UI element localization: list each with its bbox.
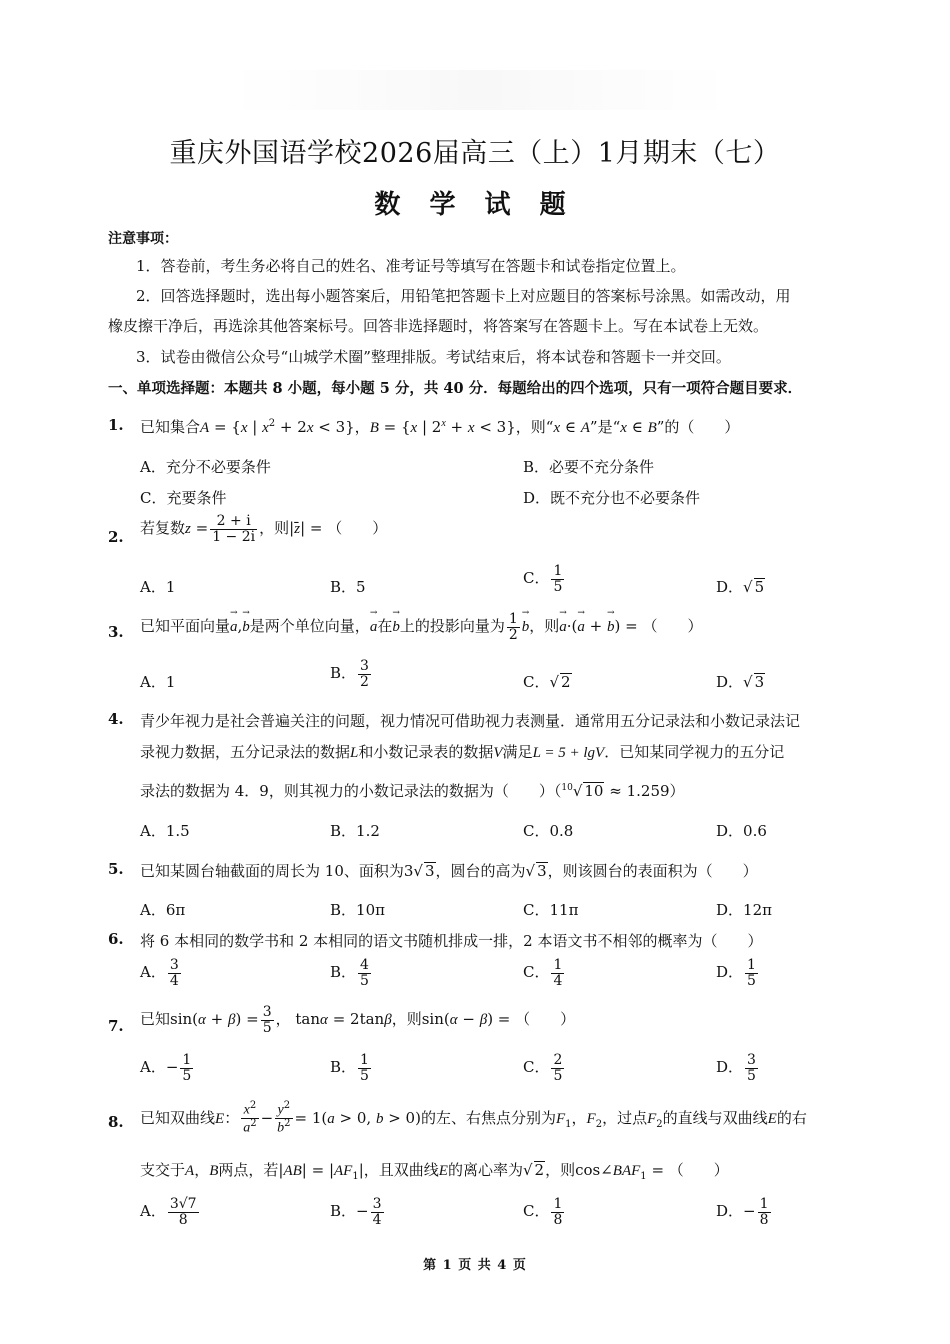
notice-item-3: 3．试卷由微信公众号“山城学术圈”整理排版。考试结束后，将本试卷和答题卡一并交回。 (136, 348, 731, 366)
q3-stem: 已知平面向量→ a,→ b是两个单位向量，→ a在→ b上的投影向量为 $\frac{1}{2}$ → b，则→ a·(→ a + → b) = （ ） (140, 612, 703, 642)
q1-number: 1. (108, 416, 124, 434)
q3-option-c: C．√ 2 (523, 673, 571, 691)
q6-option-a: A． $\frac{3}{4}$ (140, 957, 179, 989)
q8-line-2: 支交于A，B两点，若$|AB| = |AF_1|$，且双曲线E的离心率为√ 2，则$\cos\angle BAF_1$ = （ ） (140, 1161, 729, 1182)
q6-option-c: C． $\frac{1}{4}$ (523, 957, 563, 989)
q5-number: 5. (108, 860, 124, 878)
q8-option-b: B．− $\frac{3}{4}$ (330, 1196, 382, 1228)
notice-item-1: 1．答卷前，考生务必将自己的姓名、准考证号等填写在答题卡和试卷指定位置上。 (136, 257, 686, 275)
q7-number: 7. (108, 1017, 124, 1035)
q5-option-c: C．11π (523, 901, 579, 919)
q7-stem: 已知sin(α + β) = $\frac{3}{5}$ ， tanα = 2tanβ，则sin(α − β) = （ ） (140, 1004, 576, 1036)
q1-option-c: C．充要条件 (140, 489, 227, 507)
exam-subtitle: 数 学 试 题 (374, 190, 576, 220)
q5-option-a: A．6π (140, 901, 186, 919)
q4-option-c: C．0.8 (523, 822, 574, 840)
q4-line-2: 录视力数据，五分记录法的数据L和小数记录表的数据V满足L = 5 + lgV．已知某同学视力的五分记 (140, 743, 785, 761)
q6-option-b: B． $\frac{4}{5}$ (330, 957, 369, 989)
q6-number: 6. (108, 930, 124, 948)
q8-number: 8. (108, 1113, 124, 1131)
q2-option-a: A．1 (140, 578, 176, 596)
q8-option-a: A． $\frac{3√7}{8}$ (140, 1196, 197, 1228)
page-footer: 第 1 页 共 4 页 (423, 1258, 527, 1273)
q2-option-c: C． $\frac{1}{5}$ (523, 563, 563, 595)
q5-option-d: D．12π (716, 901, 772, 919)
q3-option-b: B． $\frac{3}{2}$ (330, 658, 369, 690)
scan-smudge (230, 70, 730, 110)
q2-number: 2. (108, 528, 124, 546)
q7-option-d: D． $\frac{3}{5}$ (716, 1052, 756, 1084)
q4-line-1: 青少年视力是社会普遍关注的问题，视力情况可借助视力表测量．通常用五分记录法和小数记录法记 (140, 712, 801, 730)
q2-option-d: D．√ 5 (716, 578, 765, 596)
q5-stem: 已知某圆台轴截面的周长为 10、面积为3√ 3，圆台的高为√ 3，则该圆台的表面积为（ ） (140, 862, 758, 880)
q4-number: 4. (108, 710, 124, 728)
q7-option-b: B． $\frac{1}{5}$ (330, 1052, 369, 1084)
q1-option-d: D．既不充分也不必要条件 (523, 489, 701, 507)
q3-option-d: D．√ 3 (716, 673, 765, 691)
q8-option-d: D．− $\frac{1}{8}$ (716, 1196, 769, 1228)
q7-option-a: A．− $\frac{1}{5}$ (140, 1052, 192, 1084)
q7-option-c: C． $\frac{2}{5}$ (523, 1052, 563, 1084)
q1-option-b: B．必要不充分条件 (523, 458, 655, 476)
q1-stem: 已知集合A = {x | $x^2 + 2x < 3$}，B = {x | $2^x + x < 3$}，则“x ∈ A”是“x ∈ B”的（ ） (140, 418, 740, 436)
notice-heading: 注意事项： (108, 231, 178, 247)
q6-stem: 将 6 本相同的数学书和 2 本相同的语文书随机排成一排，2 本语文书不相邻的概率为（ ） (140, 932, 763, 950)
q8-option-c: C． $\frac{1}{8}$ (523, 1196, 563, 1228)
q2-stem: 若复数z = $\frac{2 + i}{1 - 2i}$ ，则|z̄| = （ ） (140, 513, 388, 545)
q4-option-b: B．1.2 (330, 822, 380, 840)
q3-option-a: A．1 (140, 673, 176, 691)
q4-option-d: D．0.6 (716, 822, 767, 840)
notice-item-2: 2．回答选择题时，选出每小题答案后，用铅笔把答题卡上对应题目的答案标号涂黑。如需改动，用 (136, 287, 791, 305)
q4-option-a: A．1.5 (140, 822, 190, 840)
q6-option-d: D． $\frac{1}{5}$ (716, 957, 756, 989)
q5-option-b: B．10π (330, 901, 385, 919)
q4-line-3: 录法的数据为 4．9，则其视力的小数记录法的数据为（ ）（$^{10}$√ 10 ≈ 1.259） (140, 782, 685, 800)
q8-line-1: 已知双曲线E： $\frac{x^2}{a^2}$ − $\frac{y^2}{b^2}$ = 1(a > 0, b > 0)的左、右焦点分别为$F_1$，$F_2$，过点$F_2$的直线与双曲线E的右 (140, 1100, 807, 1136)
q3-number: 3. (108, 623, 124, 641)
notice-item-2-cont: 橡皮擦干净后，再选涂其他答案标号。回答非选择题时，将答案写在答题卡上。写在本试卷上无效。 (108, 317, 769, 335)
section-heading: 一、单项选择题：本题共 8 小题，每小题 5 分，共 40 分．每题给出的四个选项，只有一项符合题目要求． (108, 380, 803, 397)
exam-title: 重庆外国语学校2026届高三（上）1月期末（七） (169, 138, 781, 169)
q2-option-b: B．5 (330, 578, 366, 596)
q1-option-a: A．充分不必要条件 (140, 458, 271, 476)
